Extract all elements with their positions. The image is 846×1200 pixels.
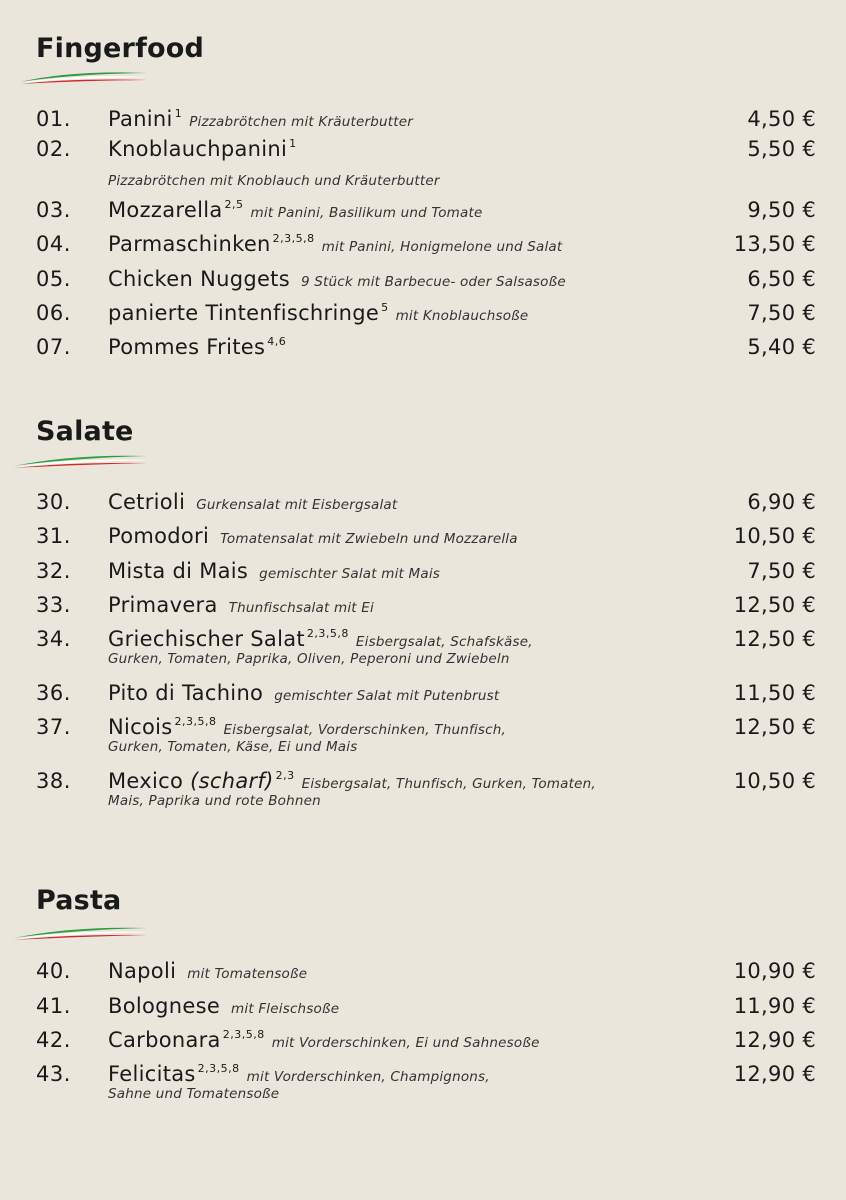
item-name: Bolognese (108, 994, 221, 1018)
item-price: 10,50 € (733, 524, 816, 548)
item-name: Chicken Nuggets (108, 267, 290, 291)
item-name-line (108, 1062, 490, 1086)
item-number: 41. (36, 994, 71, 1018)
item-number: 03. (36, 198, 71, 222)
item-description: Pizzabrötchen mit Kräuterbutter (189, 114, 413, 130)
item-number: 40. (36, 959, 71, 983)
item-name-line (108, 267, 566, 291)
item-name: Pomodori (108, 524, 210, 548)
item-name: Mista di Mais (108, 559, 249, 583)
item-price: 9,50 € (747, 198, 816, 222)
item-name: Parmaschinken (108, 232, 271, 256)
item-number: 34. (36, 627, 71, 651)
item-price: 12,90 € (733, 1062, 816, 1086)
item-name: Mexico (108, 769, 184, 793)
item-description-continued: Pizzabrötchen mit Knoblauch und Kräuterbutter (108, 173, 440, 189)
item-description: Eisbergsalat, Thunfisch, Gurken, Tomaten, (301, 776, 596, 792)
item-name-line (108, 1028, 540, 1052)
item-price: 4,50 € (747, 107, 816, 131)
item-price: 12,50 € (733, 627, 816, 651)
item-number: 32. (36, 559, 71, 583)
italian-flag-swoosh-icon (12, 922, 152, 942)
section-title-pasta: Pasta (36, 885, 122, 916)
item-price: 7,50 € (747, 301, 816, 325)
item-number: 31. (36, 524, 71, 548)
item-number: 06. (36, 301, 71, 325)
item-name-line (108, 490, 397, 514)
item-name-line (108, 681, 499, 705)
item-price: 7,50 € (747, 559, 816, 583)
item-description: Eisbergsalat, Schafskäse, (355, 634, 533, 650)
item-price: 12,50 € (733, 593, 816, 617)
item-price: 12,50 € (733, 715, 816, 739)
item-name: Griechischer Salat (108, 627, 305, 651)
item-price: 11,50 € (733, 681, 816, 705)
item-description: mit Fleischsoße (231, 1001, 340, 1017)
item-description: mit Vorderschinken, Ei und Sahnesoße (271, 1035, 540, 1051)
item-price: 6,50 € (747, 267, 816, 291)
item-description: gemischter Salat mit Putenbrust (274, 688, 500, 704)
item-price: 11,90 € (733, 994, 816, 1018)
item-description: mit Panini, Honigmelone und Salat (321, 239, 563, 255)
section-title-fingerfood: Fingerfood (36, 33, 205, 64)
item-name-line (108, 335, 289, 359)
allergen-codes: 2,3 (275, 769, 295, 782)
item-number: 02. (36, 137, 71, 161)
item-name-line (108, 715, 506, 739)
item-name: panierte Tintenfischringe (108, 301, 380, 325)
item-name-line (108, 301, 528, 325)
item-name-line (108, 137, 300, 161)
allergen-codes: 2,3,5,8 (222, 1028, 265, 1041)
item-name: Felicitas (108, 1062, 196, 1086)
italian-flag-swoosh-icon (12, 66, 152, 86)
item-price: 5,50 € (747, 137, 816, 161)
item-name: Pito di Tachino (108, 681, 264, 705)
item-number: 07. (36, 335, 71, 359)
item-description: mit Panini, Basilikum und Tomate (250, 205, 483, 221)
item-name-line (108, 232, 562, 256)
item-name-line (108, 769, 596, 793)
item-description: mit Tomatensoße (187, 966, 308, 982)
item-number: 05. (36, 267, 71, 291)
item-name-extra: (scharf) (190, 769, 274, 793)
item-name-line (108, 959, 307, 983)
allergen-codes: 2,3,5,8 (174, 715, 217, 728)
item-name: Primavera (108, 593, 218, 617)
item-price: 5,40 € (747, 335, 816, 359)
item-name-line (108, 994, 339, 1018)
item-number: 30. (36, 490, 71, 514)
item-name-line (108, 198, 482, 222)
item-price: 6,90 € (747, 490, 816, 514)
item-name-line (108, 524, 518, 548)
item-description: mit Knoblauchsoße (395, 308, 529, 324)
allergen-codes: 2,3,5,8 (306, 627, 349, 640)
item-name: Nicois (108, 715, 173, 739)
allergen-codes: 1 (174, 107, 183, 120)
item-description-continued: Mais, Paprika und rote Bohnen (108, 793, 321, 809)
item-number: 36. (36, 681, 71, 705)
item-description-continued: Gurken, Tomaten, Paprika, Oliven, Peperoni und Zwiebeln (108, 651, 510, 667)
allergen-codes: 5 (381, 301, 389, 314)
item-price: 10,50 € (733, 769, 816, 793)
item-description: Tomatensalat mit Zwiebeln und Mozzarella (220, 531, 518, 547)
item-description: Eisbergsalat, Vorderschinken, Thunfisch, (223, 722, 506, 738)
item-name: Panini (108, 107, 173, 131)
item-name: Napoli (108, 959, 177, 983)
section-title-salate: Salate (36, 416, 134, 447)
item-price: 12,90 € (733, 1028, 816, 1052)
item-description-continued: Gurken, Tomaten, Käse, Ei und Mais (108, 739, 358, 755)
allergen-codes: 2,5 (224, 198, 244, 211)
italian-flag-swoosh-icon (12, 450, 152, 470)
item-name: Carbonara (108, 1028, 221, 1052)
item-description: gemischter Salat mit Mais (259, 566, 441, 582)
allergen-codes: 2,3,5,8 (272, 232, 315, 245)
item-name: Mozzarella (108, 198, 223, 222)
item-number: 37. (36, 715, 71, 739)
item-description: 9 Stück mit Barbecue- oder Salsasoße (300, 274, 566, 290)
allergen-codes: 1 (289, 137, 297, 150)
item-number: 43. (36, 1062, 71, 1086)
item-name: Cetrioli (108, 490, 186, 514)
item-number: 04. (36, 232, 71, 256)
item-number: 33. (36, 593, 71, 617)
item-name-line (108, 593, 374, 617)
item-name: Knoblauchpanini (108, 137, 288, 161)
item-price: 13,50 € (733, 232, 816, 256)
item-number: 01. (36, 107, 71, 131)
item-name-line (108, 559, 440, 583)
item-description: Gurkensalat mit Eisbergsalat (196, 497, 398, 513)
item-name: Pommes Frites (108, 335, 266, 359)
item-description-continued: Sahne und Tomatensoße (108, 1086, 280, 1102)
item-description: Thunfischsalat mit Ei (228, 600, 374, 616)
item-number: 38. (36, 769, 71, 793)
item-name-line (108, 107, 413, 131)
item-number: 42. (36, 1028, 71, 1052)
item-name-line (108, 627, 533, 651)
item-description: mit Vorderschinken, Champignons, (246, 1069, 490, 1085)
allergen-codes: 2,3,5,8 (197, 1062, 240, 1075)
allergen-codes: 4,6 (267, 335, 287, 348)
item-price: 10,90 € (733, 959, 816, 983)
